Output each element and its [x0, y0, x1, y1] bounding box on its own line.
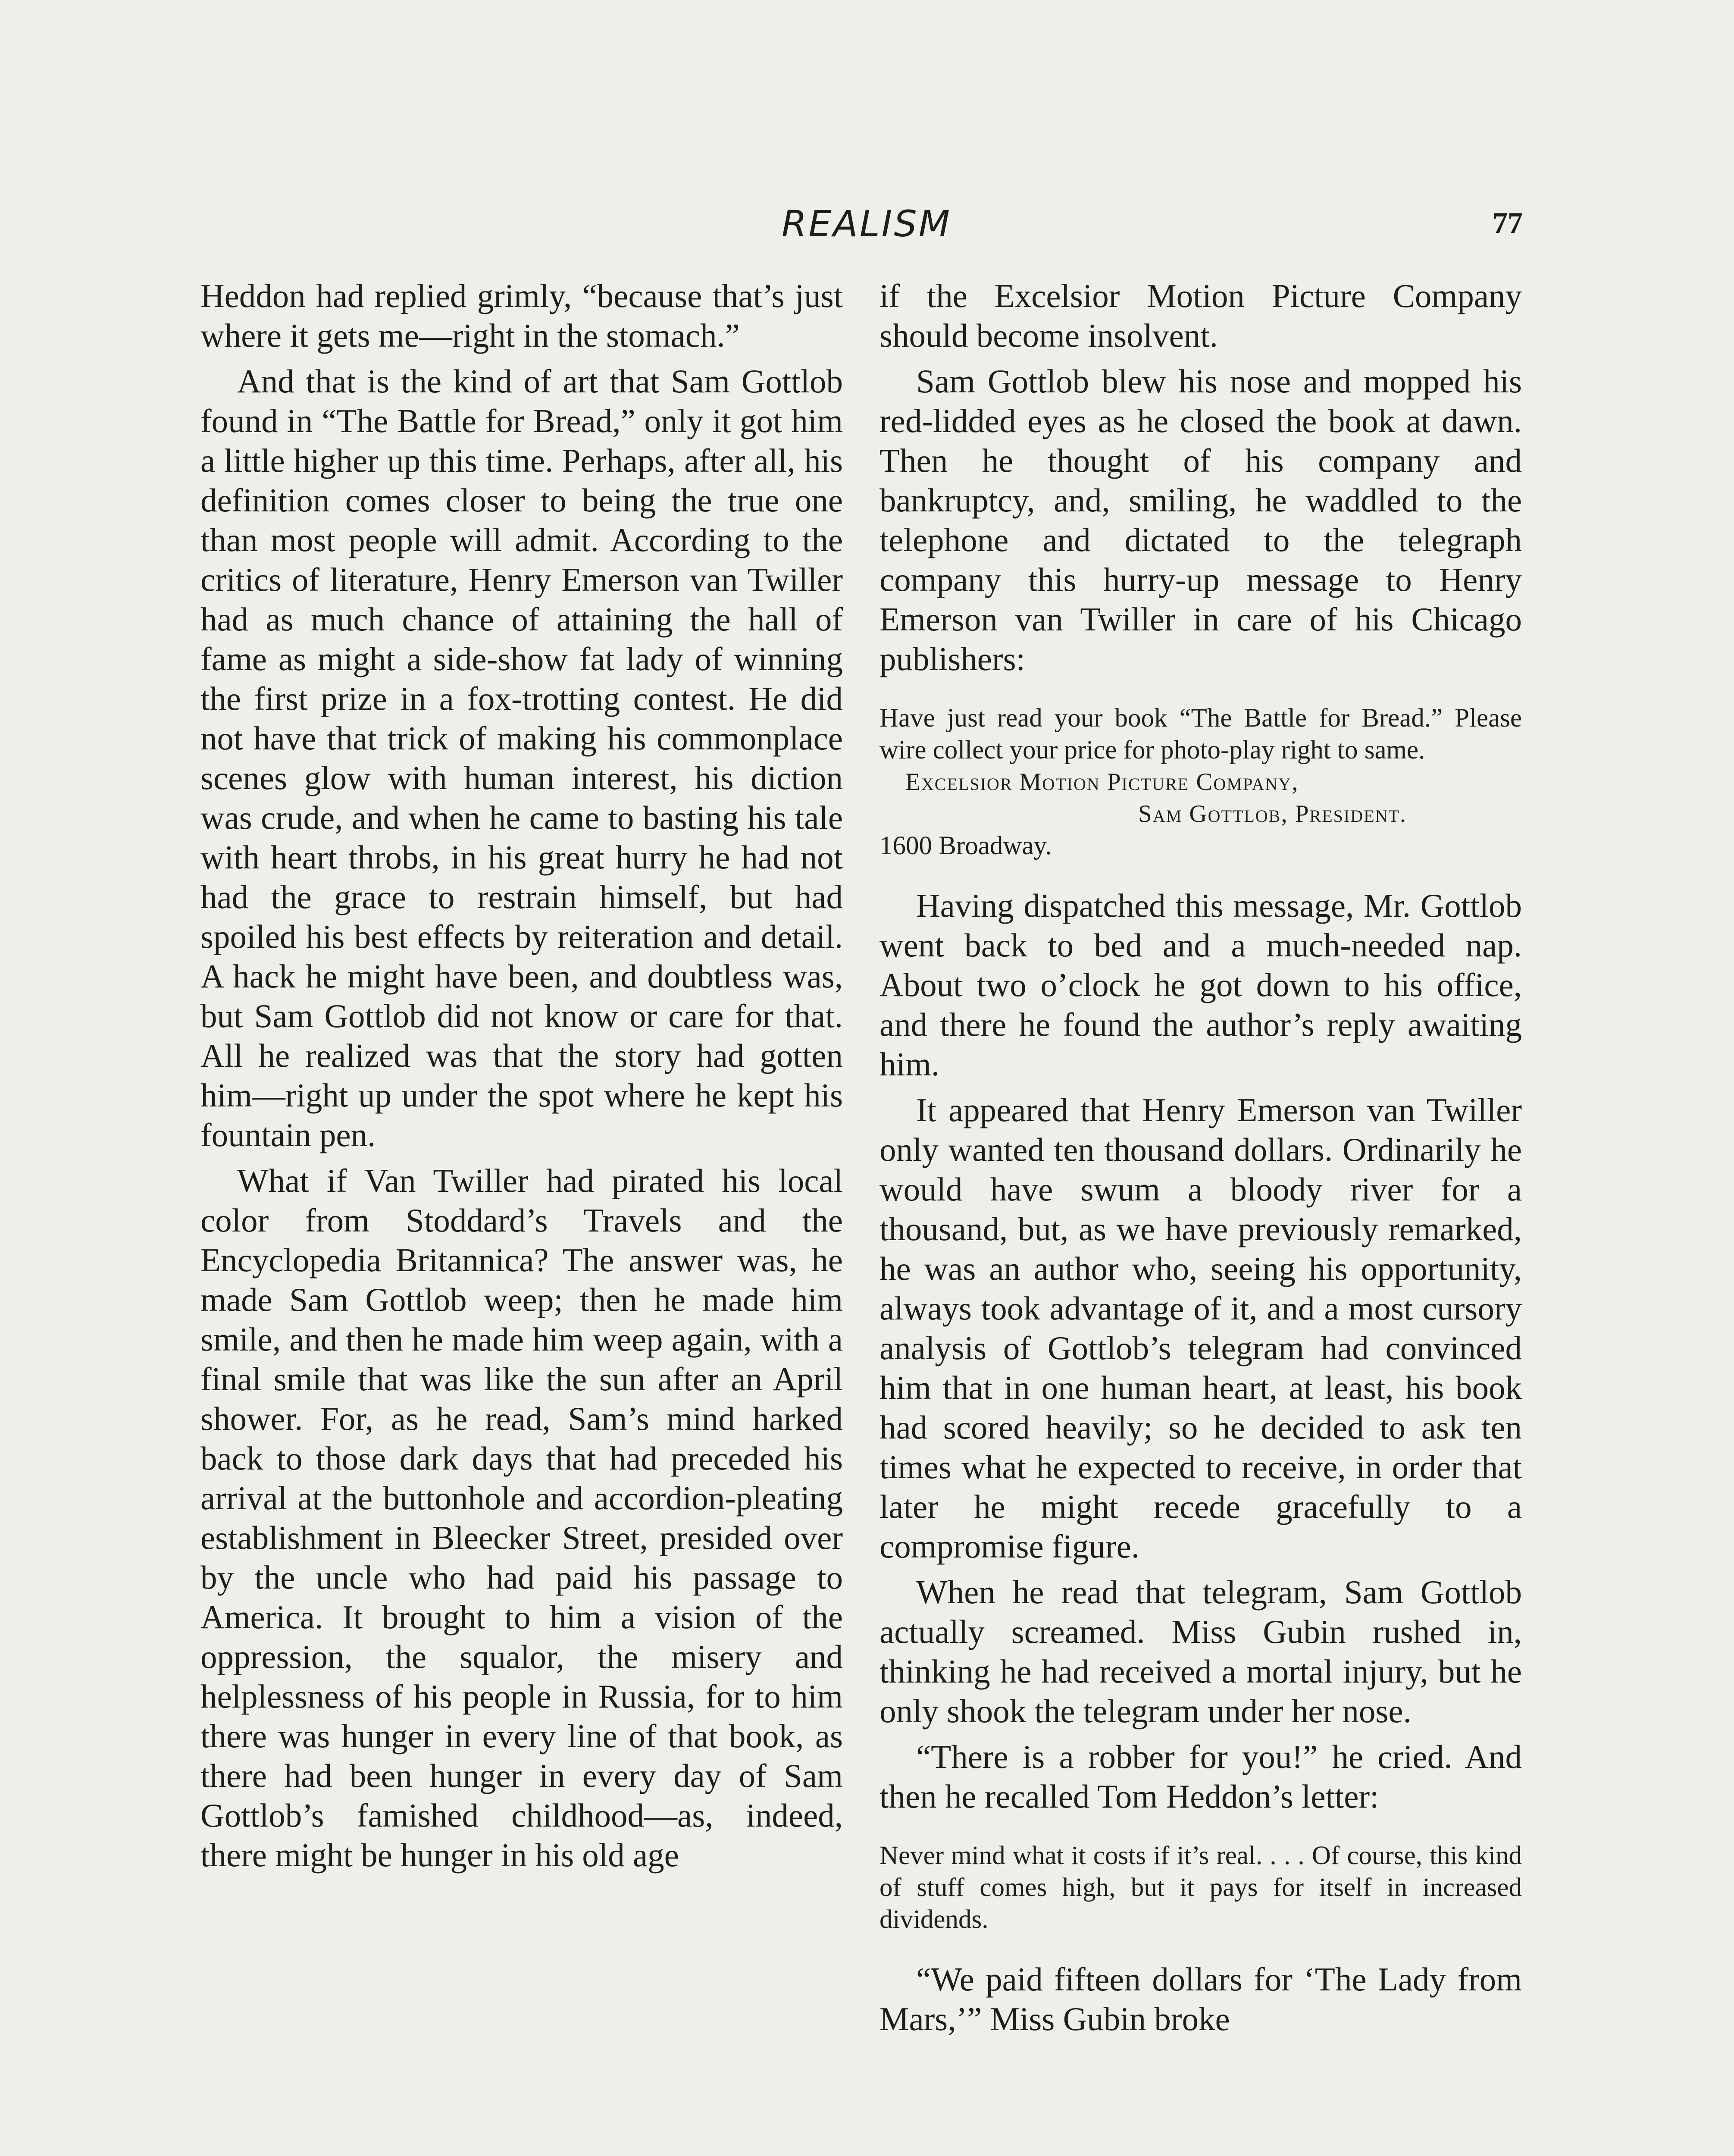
- paragraph: “We paid fifteen dollars for ‘The Lady from Mars,’” Miss Gubin broke: [880, 1961, 1522, 2037]
- paragraph: Heddon had replied grimly, “because that’s just where it gets me—right in the stomach.”: [200, 277, 843, 354]
- paragraph: Sam Gottlob blew his nose and mopped his red-lidded eyes as he closed the book at dawn. Then he thought of his company and bankruptcy, and, smiling, he waddled to the telephone and dictated to the telegraph company this hurry-up message to Henry Emerson van Twiller in care of his Chicago publishers:: [880, 363, 1522, 677]
- right-column: [880, 276, 1522, 2039]
- telegram-signer: Sam Gottlob, President.: [1138, 800, 1407, 827]
- paragraph: if the Excelsior Motion Picture Company should become insolvent.: [880, 277, 1522, 354]
- letter-quote: Never mind what it costs if it’s real. . . . Of course, this kind of stuff comes high, but it pays for itself in increased dividends.: [880, 1841, 1522, 1934]
- paragraph: And that is the kind of art that Sam Gottlob found in “The Battle for Bread,” only it got him a little higher up this time. Perhaps, after all, his definition comes closer to being the true one than most people will admit. According to the critics of literature, Henry Emerson van Twiller had as much chance of attaining the hall of fame as might a side-show fat lady of winning the first prize in a fox-trotting contest. He did not have that trick of making his commonplace scenes glow with human interest, his diction was crude, and when he came to basting his tale with heart throbs, in his great hurry he had not had the grace to restrain himself, but had spoiled his best effects by reiteration and detail. A hack he might have been, and doubtless was, but Sam Gottlob did not know or care for that. All he realized was that the story had gotten him—right up under the spot where he kept his fountain pen.: [200, 363, 843, 1153]
- telegram-body: Have just read your book “The Battle for Bread.” Please wire collect your price for photo-play right to same.: [880, 704, 1522, 765]
- paragraph: When he read that telegram, Sam Gottlob actually screamed. Miss Gubin rushed in, thinking he had received a mortal injury, but he only shook the telegram under her nose.: [880, 1573, 1522, 1730]
- left-column: [200, 276, 843, 1875]
- telegram-company: Excelsior Motion Picture Company,: [905, 768, 1299, 796]
- paragraph: What if Van Twiller had pirated his local color from Stoddard’s Travels and the Encyclopedia Britannica? The answer was, he made Sam Gottlob weep; then he made him smile, and then he made him weep again, with a final smile that was like the sun after an April shower. For, as he read, Sam’s mind harked back to those dark days that had preceded his arrival at the buttonhole and accordion-pleating establishment in Bleecker Street, presided over by the uncle who had paid his passage to America. It brought to him a vision of the oppression, the squalor, the misery and helplessness of his people in Russia, for to him there was hunger in every line of that book, as there had been hunger in every day of Sam Gottlob’s famished childhood—as, indeed, there might be hunger in his old age: [200, 1162, 843, 1874]
- paragraph: “There is a robber for you!” he cried. And then he recalled Tom Heddon’s letter:: [880, 1738, 1522, 1815]
- telegram-address: 1600 Broadway.: [880, 831, 1052, 860]
- running-title: REALISM: [781, 203, 952, 245]
- page-number: 77: [1493, 207, 1523, 240]
- paragraph: Having dispatched this message, Mr. Gottlob went back to bed and a much-needed nap. About two o’clock he got down to his office, and there he found the author’s reply awaiting him.: [880, 887, 1522, 1083]
- paragraph: It appeared that Henry Emerson van Twiller only wanted ten thousand dollars. Ordinarily he would have swum a bloody river for a thousand, but, as we have previously remarked, he was an author who, seeing his opportunity, always took advantage of it, and a most cursory analysis of Gottlob’s telegram had convinced him that in one human heart, at least, his book had scored heavily; so he decided to ask ten times what he expected to receive, in order that later he might recede gracefully to a compromise figure.: [880, 1091, 1522, 1565]
- telegram-quote: [880, 702, 1522, 862]
